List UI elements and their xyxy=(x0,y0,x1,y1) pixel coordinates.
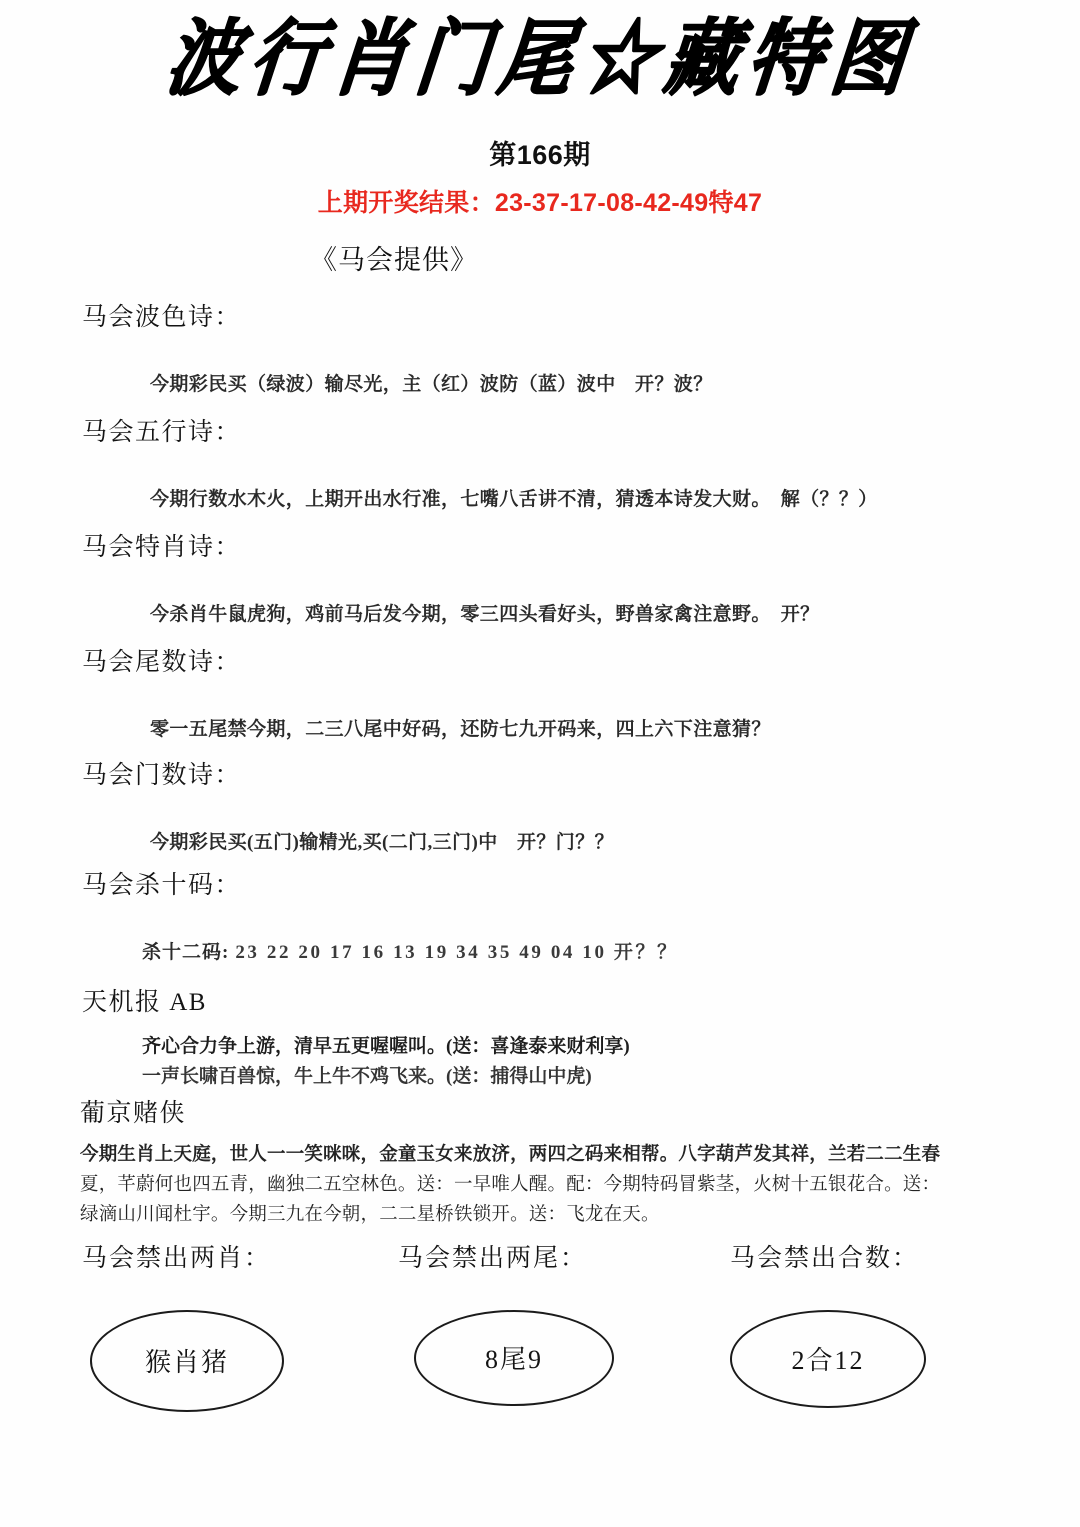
forbidden-sum-title: 马会禁出合数： xyxy=(730,1245,920,1272)
section-weishu-text: 零一五尾禁今期，二三八尾中好码，还防七九开码来，四上六下注意猜？ xyxy=(150,719,771,740)
section-wuxing-text: 今期行数水木火，上期开出水行准，七嘴八舌讲不清，猜透本诗发大财。 解（？？） xyxy=(150,489,878,510)
section-pujing xyxy=(80,1093,1070,1231)
tianji-line-2: 一声长啸百兽惊，牛上牛不鸡飞来。(送：捕得山中虎) xyxy=(142,1066,592,1088)
section-kill-codes-heading: 马会杀十码： xyxy=(82,872,242,899)
section-wuxing xyxy=(82,412,1042,511)
section-pujing-heading: 葡京赌侠 xyxy=(80,1100,187,1127)
section-menshu-heading: 马会门数诗： xyxy=(82,762,242,789)
section-tianji xyxy=(82,982,1042,1093)
kill-codes-label: 杀十二码: xyxy=(142,942,230,963)
forbidden-zodiac-bubble xyxy=(90,1310,284,1412)
issue-number: 第166期 xyxy=(489,140,591,170)
section-menshu-text: 今期彩民买(五门)输精光,买(二门,三门)中 开？门？？ xyxy=(150,832,615,853)
section-tianji-heading: 天机报 AB xyxy=(82,989,207,1016)
page-title: 波行肖门尾☆藏特图 xyxy=(161,10,919,108)
section-tianji-lines xyxy=(142,1032,1042,1093)
forbidden-row xyxy=(0,1238,1080,1418)
section-bose-text: 今期彩民买（绿波）输尽光，主（红）波防（蓝）波中 开？波？ xyxy=(150,374,713,395)
forbidden-sum-column xyxy=(722,1238,1042,1408)
section-kill-codes-body xyxy=(142,937,1042,964)
previous-draw-result: 上期开奖结果：23-37-17-08-42-49特47 xyxy=(317,189,763,217)
forbidden-sum-value: 2合12 xyxy=(791,1345,865,1375)
section-pujing-body xyxy=(80,1141,1070,1231)
section-kill-codes xyxy=(82,865,1042,964)
forbidden-tail-title: 马会禁出两尾： xyxy=(398,1245,588,1272)
section-weishu xyxy=(82,642,1042,741)
forbidden-tail-value: 8尾9 xyxy=(484,1344,543,1374)
provider-label: 《马会提供》 xyxy=(310,245,478,275)
pujing-line-1: 今期生肖上天庭，世人一一笑咪咪，金童玉女来放济，两四之码来相帮。八字葫芦发其祥，兰若二二生春 xyxy=(80,1145,941,1165)
section-wuxing-heading: 马会五行诗： xyxy=(82,419,242,446)
forbidden-zodiac-value: 猴肖猪 xyxy=(144,1347,229,1377)
section-texiao-heading: 马会特肖诗： xyxy=(82,534,242,561)
kill-codes-numbers: 23 22 20 17 16 13 19 34 35 49 04 10 开？？ xyxy=(235,942,679,963)
forbidden-sum-bubble xyxy=(730,1310,926,1408)
section-texiao xyxy=(82,527,1042,626)
forbidden-zodiac-title: 马会禁出两肖： xyxy=(82,1245,272,1272)
pujing-line-2: 夏，芊蔚何也四五青，幽独二五空林色。送：一早唯人醒。配：今期特码冒紫茎，火树十五银花合。送： xyxy=(80,1174,941,1195)
tianji-line-1: 齐心合力争上游，清早五更喔喔叫。(送：喜逢泰来财利享) xyxy=(142,1036,630,1057)
forbidden-tail-bubble xyxy=(414,1310,614,1406)
title-banner xyxy=(0,10,1080,108)
pujing-line-3: 绿滴山川闻杜宇。今期三九在今朝，二二星桥铁锁开。送：飞龙在天。 xyxy=(80,1204,660,1225)
section-bose xyxy=(82,297,1042,396)
forbidden-tail-column xyxy=(398,1238,698,1406)
section-texiao-text: 今杀肖牛鼠虎狗，鸡前马后发今期，零三四头看好头，野兽家禽注意野。 开？ xyxy=(150,604,820,625)
forbidden-zodiac-column xyxy=(82,1238,382,1412)
section-bose-heading: 马会波色诗： xyxy=(82,304,242,331)
section-menshu xyxy=(82,755,1042,854)
section-weishu-heading: 马会尾数诗： xyxy=(82,649,242,676)
